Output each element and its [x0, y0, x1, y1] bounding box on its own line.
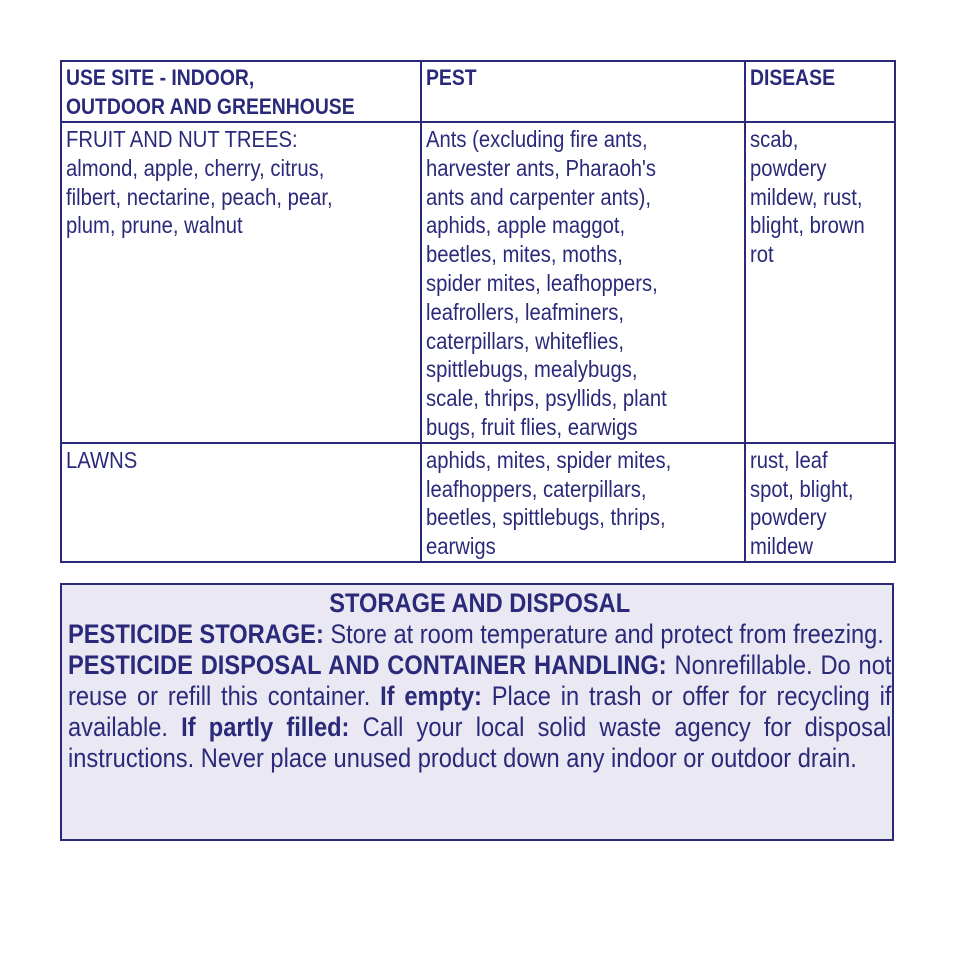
header-pest [421, 61, 745, 122]
disposal-text: Nonrefillable. Do not reuse or refill this container. [68, 650, 892, 711]
table-cell-use-site [61, 443, 421, 562]
table-header-row [61, 61, 895, 122]
header-use-site [61, 61, 421, 122]
storage-text: Store at room temperature and protect from freezing. [323, 619, 884, 649]
if-partly-text: Call your local solid waste agency for disposal instructions. Never place unused product down any indoor or outdoor drain. [68, 712, 892, 773]
header-use-site-label: USE SITE - INDOOR, OUTDOOR AND GREENHOUSE [66, 65, 355, 119]
storage-content [68, 588, 891, 774]
cell-text: Ants (excluding fire ants, harvester ants, Pharaoh's ants and carpenter ants), aphids, apple maggot, beetles, mites, moths, spider mites, leafhoppers, leafrollers, leafminers, caterpillars, whiteflies, spittlebugs, mealybugs, scale, thrips, psyllids, plant bugs, fruit flies, earwigs [426, 126, 667, 440]
storage-label: PESTICIDE STORAGE: [68, 619, 324, 649]
storage-title: STORAGE AND DISPOSAL [329, 588, 631, 618]
if-partly-label: If partly filled: [181, 712, 350, 742]
table-row [61, 122, 895, 443]
cell-text: scab, powdery mildew, rust, blight, brown rot [750, 126, 865, 268]
disposal-paragraph [68, 650, 891, 774]
table-cell-disease [745, 443, 895, 562]
if-empty-label: If empty: [380, 681, 482, 711]
table-cell-pest [421, 443, 745, 562]
cell-text: aphids, mites, spider mites, leafhoppers, caterpillars, beetles, spittlebugs, thrips, earwigs [426, 446, 672, 560]
table-cell-use-site [61, 122, 421, 443]
cell-text: rust, leaf spot, blight, powdery mildew [750, 446, 854, 560]
table-row [61, 443, 895, 562]
disposal-label: PESTICIDE DISPOSAL AND CONTAINER HANDLING: [68, 650, 667, 680]
use-site-table [60, 60, 896, 563]
cell-text: LAWNS [66, 446, 138, 473]
storage-disposal-box [60, 583, 894, 841]
table-cell-disease [745, 122, 895, 443]
if-empty-text: Place in trash or offer for recycling if available. [68, 681, 892, 742]
header-disease-label: DISEASE [750, 65, 836, 90]
storage-paragraph [68, 619, 891, 650]
header-pest-label: PEST [426, 65, 477, 90]
table-cell-pest [421, 122, 745, 443]
header-disease [745, 61, 895, 122]
cell-text: FRUIT AND NUT TREES: almond, apple, cherry, citrus, filbert, nectarine, peach, pear, plum, prune, walnut [66, 126, 333, 239]
